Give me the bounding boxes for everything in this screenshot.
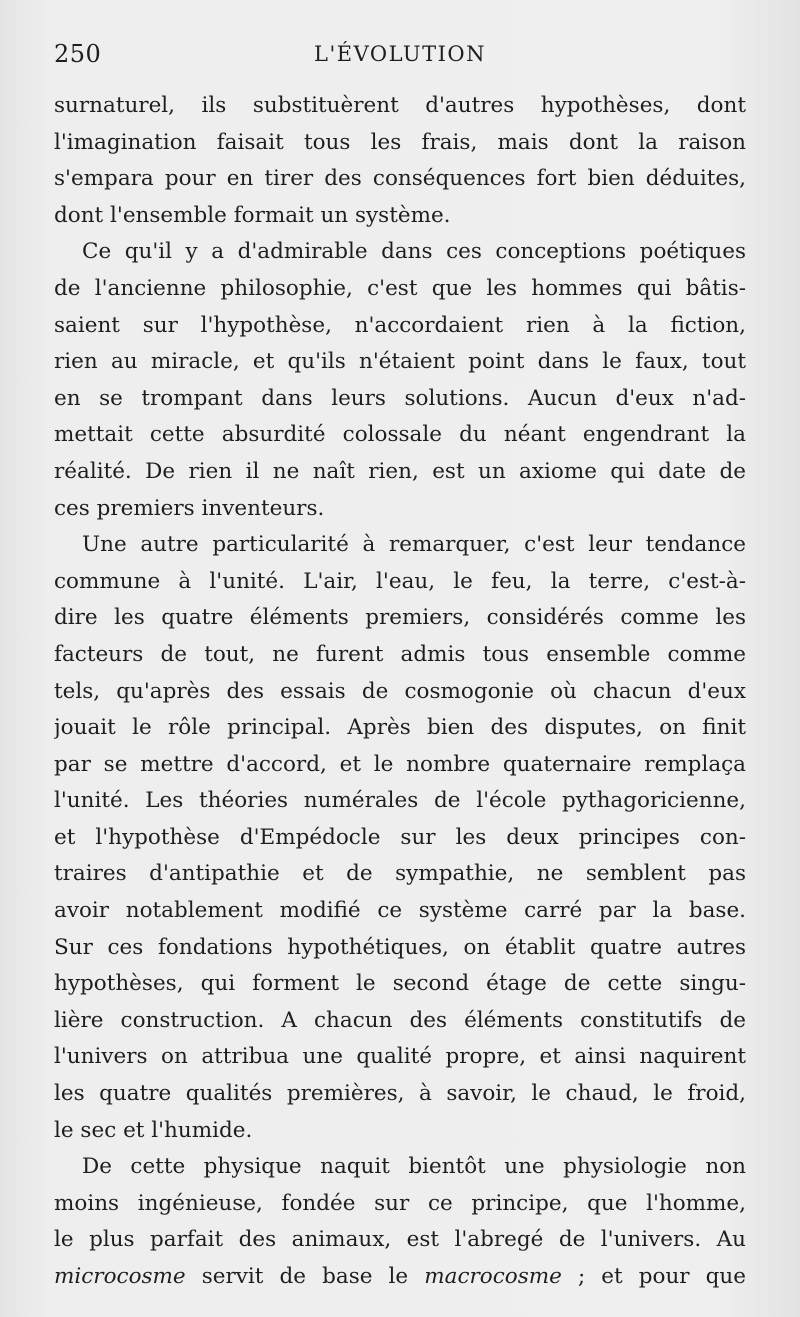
text-line: commune à l'unité. L'air, l'eau, le feu, la terre, c'est-à-: [54, 568, 746, 594]
text-line: mettait cette absurdité colossale du néant engendrant la: [54, 422, 746, 448]
text-line: traires d'antipathie et de sympathie, ne semblent pas: [54, 861, 746, 887]
text-line: Sur ces fondations hypothétiques, on établit quatre autres: [54, 934, 746, 960]
body-text: [54, 88, 746, 1296]
italic-term-microcosme: microcosme: [54, 1264, 186, 1289]
text-line: jouait le rôle principal. Après bien des disputes, on finit: [54, 715, 746, 741]
text-line: rien au miracle, et qu'ils n'étaient point dans le faux, tout: [54, 349, 746, 375]
text-span: ; et pour que: [561, 1264, 746, 1289]
text-line: avoir notablement modifié ce système carré par la base.: [54, 898, 746, 924]
text-line: en se trompant dans leurs solutions. Aucun d'eux n'ad-: [54, 385, 746, 411]
text-line: de l'ancienne philosophie, c'est que les hommes qui bâtis-: [54, 275, 746, 301]
text-line: ces premiers inventeurs.: [54, 495, 325, 521]
text-line: De cette physique naquit bientôt une physiologie non: [82, 1154, 746, 1180]
text-line: moins ingénieuse, fondée sur ce principe, que l'homme,: [54, 1190, 746, 1216]
page-header: [54, 40, 746, 74]
text-line: le sec et l'humide.: [54, 1117, 253, 1143]
text-line: dire les quatre éléments premiers, considérés comme les: [54, 605, 746, 631]
text-line: facteurs de tout, ne furent admis tous ensemble comme: [54, 641, 746, 667]
text-line: et l'hypothèse d'Empédocle sur les deux principes con-: [54, 824, 746, 850]
page-number: 250: [54, 40, 102, 68]
italic-term-macrocosme: macrocosme: [424, 1264, 562, 1289]
text-line: s'empara pour en tirer des conséquences fort bien déduites,: [54, 166, 746, 192]
text-line: le plus parfait des animaux, est l'abregé de l'univers. Au: [54, 1227, 746, 1253]
text-line: tels, qu'après des essais de cosmogonie où chacun d'eux: [54, 678, 746, 704]
text-line: par se mettre d'accord, et le nombre quaternaire remplaça: [54, 751, 746, 777]
text-line: [54, 1259, 746, 1296]
text-line: réalité. De rien il ne naît rien, est un axiome qui date de: [54, 458, 746, 484]
text-line: l'imagination faisait tous les frais, mais dont la raison: [54, 129, 746, 155]
text-line: l'unité. Les théories numérales de l'école pythagoricienne,: [54, 788, 746, 814]
text-line: lière construction. A chacun des éléments constitutifs de: [54, 1007, 746, 1033]
text-span: servit de base le: [185, 1264, 425, 1289]
text-line: dont l'ensemble formait un système.: [54, 202, 451, 228]
text-line: Une autre particularité à remarquer, c'est leur tendance: [82, 532, 746, 558]
running-title: L'ÉVOLUTION: [314, 42, 486, 66]
text-line: saient sur l'hypothèse, n'accordaient rien à la fiction,: [54, 312, 746, 338]
text-line: l'univers on attribua une qualité propre, et ainsi naquirent: [54, 1044, 746, 1070]
text-line: hypothèses, qui forment le second étage de cette singu-: [54, 971, 746, 997]
text-line: Ce qu'il y a d'admirable dans ces conceptions poétiques: [82, 239, 746, 265]
text-line: surnaturel, ils substituèrent d'autres hypothèses, dont: [54, 93, 746, 118]
text-line: les quatre qualités premières, à savoir, le chaud, le froid,: [54, 1081, 746, 1107]
